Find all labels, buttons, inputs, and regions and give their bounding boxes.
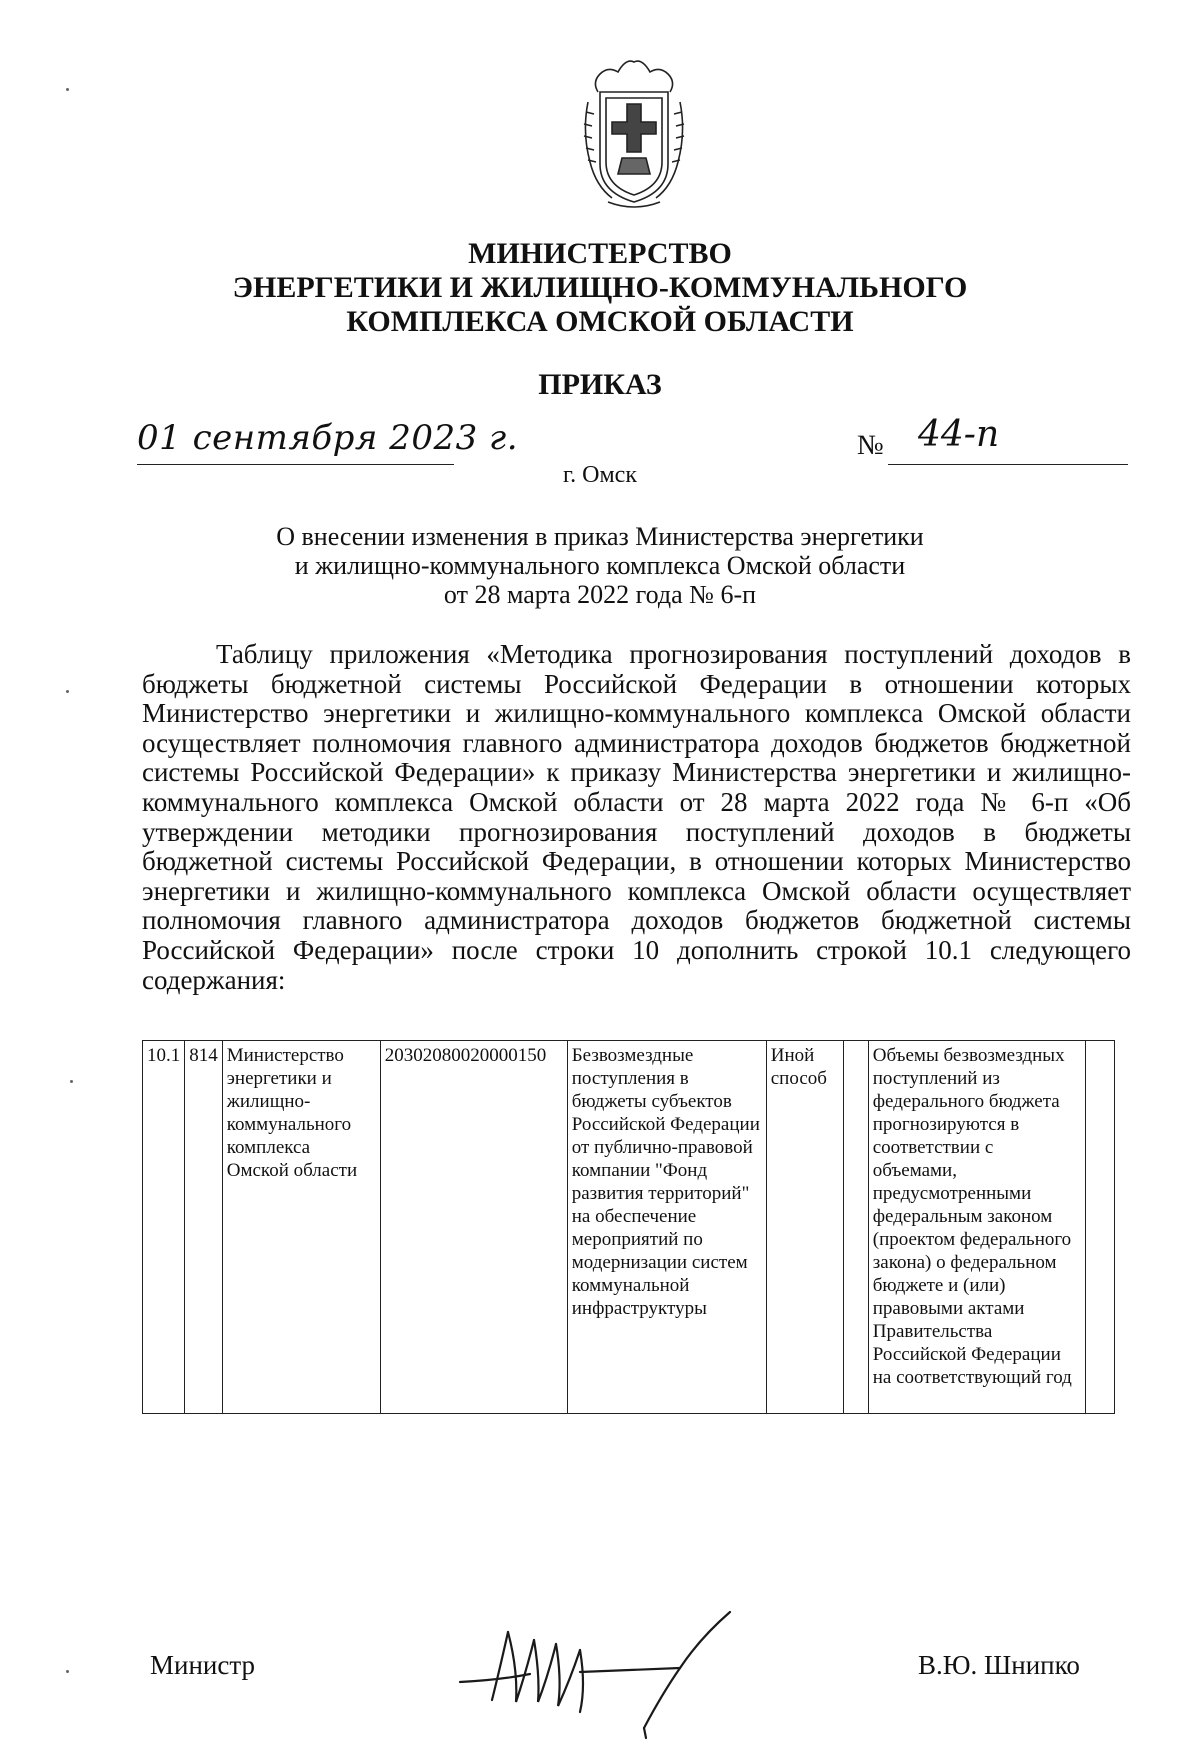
signer-name: В.Ю. Шнипко: [918, 1650, 1080, 1680]
body-paragraph: Таблицу приложения «Методика прогнозирования поступлений доходов в бюджеты бюджетной системы Российской Федерации в отношении которых Министерство энергетики и жилищно-коммунального комплекса Омской области осуществляет полномочия главного администратора доходов бюджетов бюджетной системы Российской Федерации» к приказу Министерства энергетики и жилищно-коммунального комплекса Омской области от 28 марта 2022 года № 6-п «Об утверждении методики прогнозирования поступлений доходов в бюджеты бюджетной системы Российской Федерации, в отношении которых Министерство энергетики и жилищно-коммунального комплекса Омской области осуществляет полномочия главного администратора доходов бюджетов бюджетной системы Российской Федерации» после строки 10 дополнить строкой 10.1 следующего содержания:: [142, 639, 1131, 995]
handwritten-signature: [430, 1610, 760, 1740]
signer-position: Министр: [150, 1650, 255, 1680]
order-date: 01 сентября 2023 г.: [137, 418, 519, 458]
ministry-name-line-3: КОМПЛЕКСА ОМСКОЙ ОБЛАСТИ: [346, 305, 854, 338]
scan-speck: [70, 1080, 73, 1083]
cell-empty-2: [1085, 1041, 1114, 1414]
coat-of-arms-emblem: [578, 52, 690, 212]
document-type-title: ПРИКАЗ: [538, 368, 662, 401]
cell-empty-1: [843, 1041, 868, 1414]
scan-speck: [66, 690, 69, 693]
order-number: 44-п: [918, 414, 1000, 455]
cell-method: Иной способ: [766, 1041, 843, 1414]
subject-line-3: от 28 марта 2022 года № 6-п: [443, 580, 757, 609]
order-subject: [0, 522, 1200, 609]
inserted-table-row: [142, 1040, 1115, 1414]
city: г. Омск: [563, 462, 637, 488]
scan-speck: [66, 1670, 69, 1673]
subject-line-2: и жилищно-коммунального комплекса Омской области: [294, 551, 906, 580]
subject-line-1: О внесении изменения в приказ Министерства энергетики: [276, 522, 924, 551]
cell-administrator: Министерство энергетики и жилищно-коммунального комплекса Омской области: [222, 1041, 380, 1414]
scan-speck: [66, 88, 69, 91]
cell-income-name: Безвозмездные поступления в бюджеты субъектов Российской Федерации от публично-правовой компании "Фонд развития территорий" на обеспечение мероприятий по модернизации систем коммунальной инфраструктуры: [567, 1041, 766, 1414]
cell-kbk-code: 20302080020000150: [380, 1041, 567, 1414]
cell-admin-code: 814: [185, 1041, 223, 1414]
cell-row-number: 10.1: [143, 1041, 185, 1414]
table-row: [143, 1041, 1115, 1414]
cell-algorithm: Объемы безвозмездных поступлений из федерального бюджета прогнозируются в соответствии с объемами, предусмотренными федеральным законом (проектом федерального закона) о федеральном бюджете и (или) правовыми актами Правительства Российской Федерации на соответствующий год: [868, 1041, 1085, 1414]
ministry-name-line-2: ЭНЕРГЕТИКИ И ЖИЛИЩНО-КОММУНАЛЬНОГО: [232, 271, 968, 304]
ministry-name-line-1: МИНИСТЕРСТВО: [468, 237, 732, 270]
order-number-label: №: [857, 430, 884, 461]
